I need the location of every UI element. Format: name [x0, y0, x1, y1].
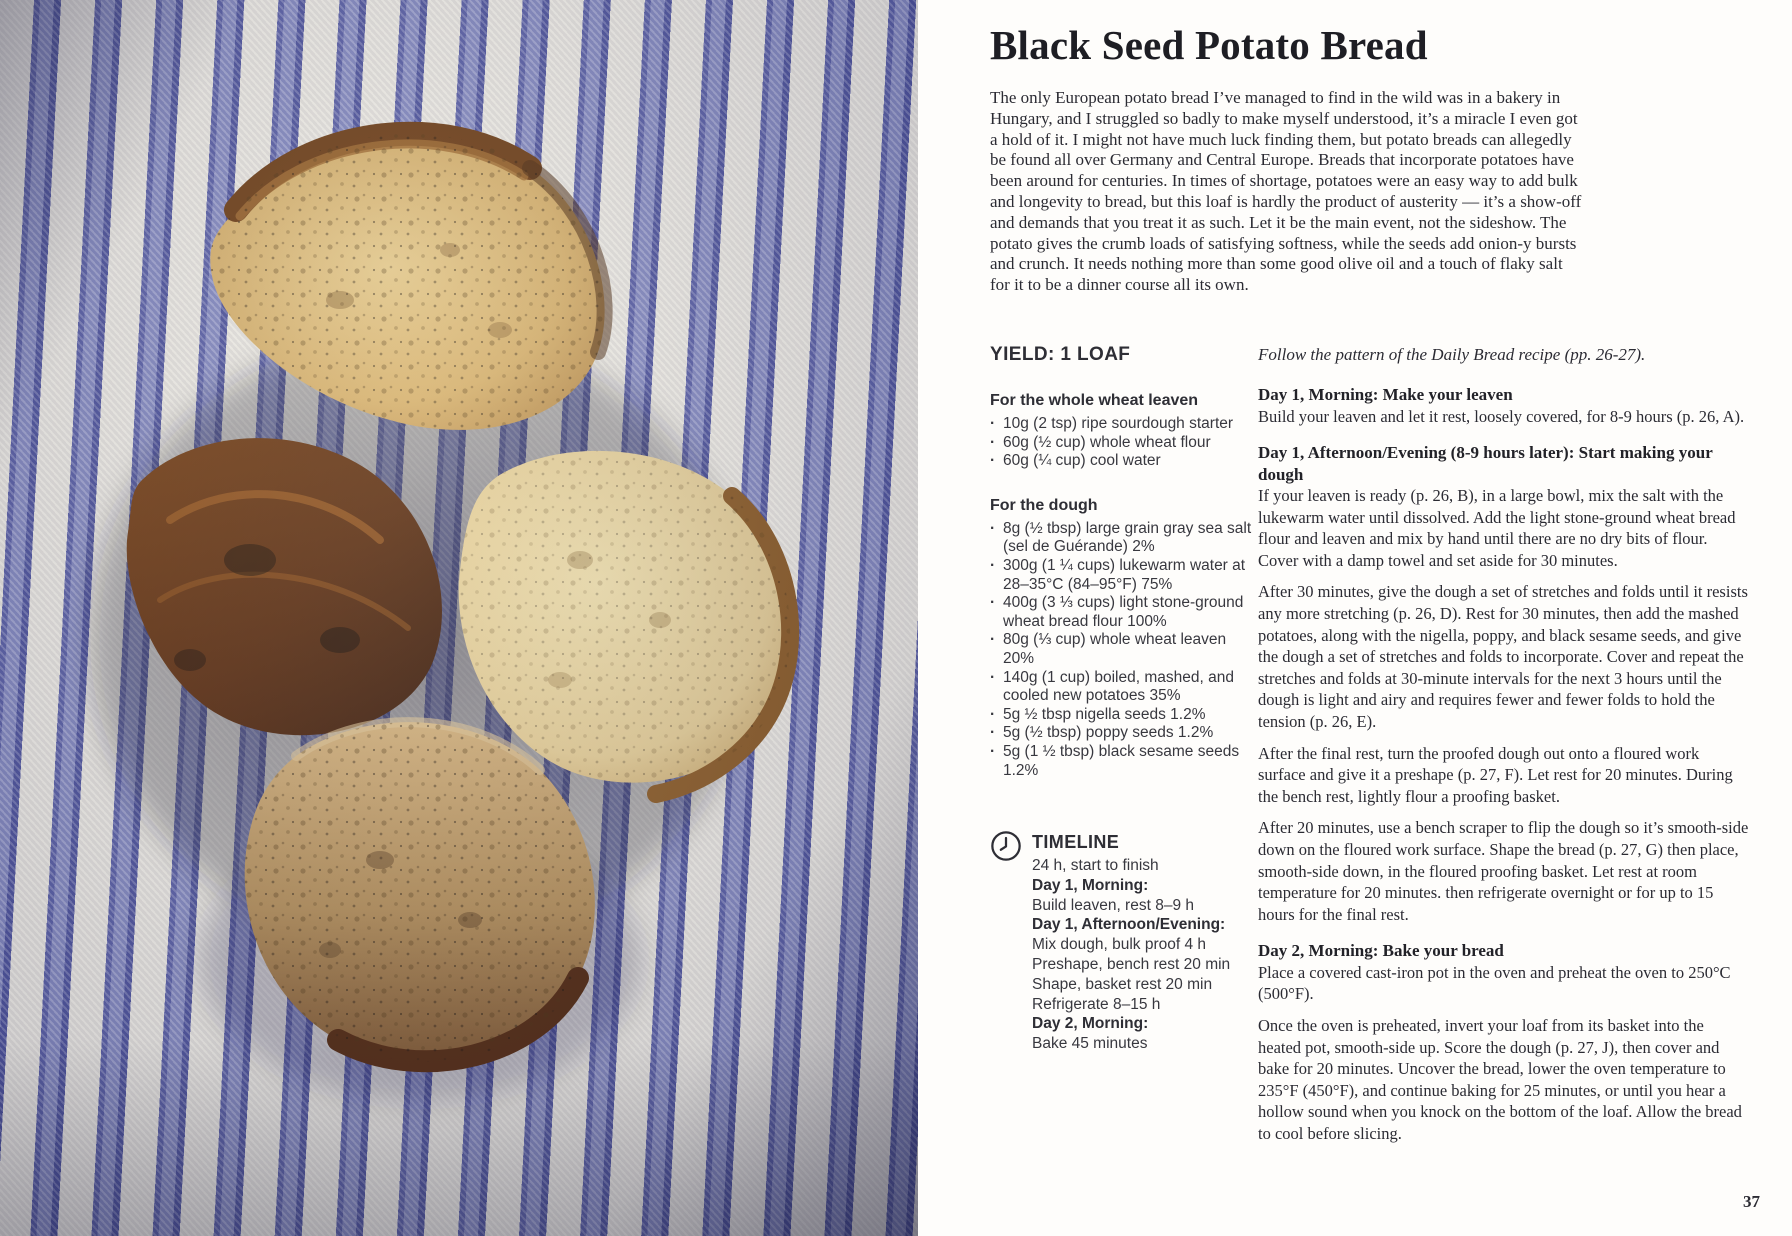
clock-icon — [990, 830, 1022, 862]
timeline-heading: TIMELINE — [1032, 832, 1120, 853]
method-paragraph: After 20 minutes, use a bench scraper to flip the dough so it’s smooth-side down on the floured work surface. Shape the bread (p. 27, G) then place, smooth-side down, in the floured proofing basket. Let rest at room temperature for 20 minutes. then refrigerate overnight or for up to 15 hours for the final rest. — [1258, 818, 1749, 924]
method-heading: Day 2, Morning: Bake your bread — [1258, 941, 1504, 961]
timeline-line: Build leaven, rest 8–9 h — [1032, 896, 1194, 914]
method-heading: Day 1, Morning: Make your leaven — [1258, 385, 1513, 404]
ingredients-column — [990, 344, 1252, 1054]
ingredient-list — [990, 520, 1252, 780]
timeline-line: Mix dough, bulk proof 4 h — [1032, 936, 1207, 954]
ingredient-item: · 5g ½ tbsp nigella seeds 1.2% — [990, 706, 1252, 725]
timeline-line: Preshape, bench rest 20 min — [1032, 956, 1231, 974]
method-heading: Day 1, Afternoon/Evening (8-9 hours later): Start making your dough — [1258, 443, 1713, 484]
timeline-line: Refrigerate 8–15 h — [1032, 995, 1161, 1013]
timeline-line: Shape, basket rest 20 min — [1032, 975, 1213, 993]
method-note: Follow the pattern of the Daily Bread recipe (pp. 26-27). — [1258, 345, 1646, 364]
ingredient-item: · 10g (2 tsp) ripe sourdough starter — [990, 415, 1252, 434]
ingredient-item: · 80g (⅓ cup) whole wheat leaven 20% — [990, 631, 1252, 668]
ingredient-group-dough — [990, 497, 1252, 780]
timeline-body — [1032, 832, 1230, 1054]
ingredient-item: · 400g (3 ⅓ cups) light stone-ground wheat bread flour 100% — [990, 594, 1252, 631]
method-paragraph: After 30 minutes, give the dough a set of stretches and folds until it resists any more stretching (p. 26, D). Rest for 30 minutes, then add the mashed potatoes, along with the nigella, poppy, and black sesame seeds, and give the dough a set of stretches and folds to incorporate. Cover and repeat the stretches and folds at 30-minute intervals for the next 3 hours until the dough is light and airy and requires fewer and fewer folds to hold the tension (p. 26, E). — [1258, 582, 1748, 732]
recipe-title: Black Seed Potato Bread — [990, 22, 1428, 68]
ingredient-item: · 140g (1 cup) boiled, mashed, and cooled new potatoes 35% — [990, 669, 1252, 706]
ingredient-item: · 60g (¼ cup) cool water — [990, 452, 1252, 471]
timeline-line: Day 1, Afternoon/Evening: — [1032, 916, 1226, 934]
ingredient-item: · 300g (1 ¼ cups) lukewarm water at 28–35°C (84–95°F) 75% — [990, 557, 1252, 594]
page-number: 37 — [1743, 1192, 1760, 1211]
ingredient-item: · 60g (½ cup) whole wheat flour — [990, 434, 1252, 453]
ingredient-group-heading: For the dough — [990, 496, 1098, 514]
method-paragraph: If your leaven is ready (p. 26, B), in a large bowl, mix the salt with the lukewarm water until dissolved. Add the light stone-ground wheat bread flour and leaven and mix by hand until there are no dry bits of flour. Cover with a damp towel and set aside for 30 minutes. — [1258, 486, 1736, 570]
recipe-intro: The only European potato bread I’ve managed to find in the wild was in a bakery in Hungary, and I struggled so badly to make myself understood, it’s a miracle I even got a hold of it. I might not have much luck finding them, but potato breads can allegedly be found all over Germany and Central Europe. Breads that incorporate potatoes have been around for centuries. In times of shortage, potatoes were an easy way to add bulk and longevity to bread, but this loaf is hardly the product of austerity — it’s a show-off and demands that you treat it as such. Let it be the main event, not the sideshow. The potato gives the crumb loads of satisfying softness, while the seeds add onion-y bursts and crunch. It needs nothing more than some good olive oil and a touch of flaky salt for it to be a dinner course all its own. — [990, 88, 1582, 295]
ingredient-item: · 5g (1 ½ tbsp) black sesame seeds 1.2% — [990, 743, 1252, 780]
ingredient-group-heading: For the whole wheat leaven — [990, 392, 1199, 409]
timeline-line: Day 2, Morning: — [1032, 1015, 1149, 1033]
method-paragraph: After the final rest, turn the proofed dough out onto a floured work surface and give it a preshape (p. 27, F). Let rest for 20 minutes. During the bench rest, lightly flour a proofing basket. — [1258, 743, 1733, 806]
timeline-block — [990, 832, 1252, 1054]
timeline-line: Bake 45 minutes — [1032, 1035, 1148, 1053]
timeline-line: 24 h, start to finish — [1032, 857, 1159, 875]
ingredient-item: · 5g (½ tbsp) poppy seeds 1.2% — [990, 724, 1252, 743]
ingredient-group-leaven — [990, 392, 1252, 471]
method-paragraph: Build your leaven and let it rest, loosely covered, for 8-9 hours (p. 26, A). — [1258, 406, 1745, 426]
timeline-line: Day 1, Morning: — [1032, 876, 1149, 894]
method-column — [1258, 344, 1750, 1155]
ingredient-list — [990, 415, 1252, 471]
yield-label: YIELD: 1 LOAF — [990, 344, 1131, 365]
method-paragraph: Once the oven is preheated, invert your loaf from its basket into the heated pot, smooth-side up. Score the dough (p. 27, J), then cover and bake for 20 minutes. Uncover the bread, lower the oven temperature to 235°F (450°F), and continue baking for 25 minutes, or until you hear a hollow sound when you knock on the bottom of the loaf. Allow the bread to cool before slicing. — [1258, 1016, 1742, 1144]
ingredient-item: · 8g (½ tbsp) large grain gray sea salt (sel de Guérande) 2% — [990, 520, 1252, 557]
method-paragraph: Place a covered cast-iron pot in the oven and preheat the oven to 250°C (500°F). — [1258, 962, 1731, 1004]
recipe-page — [918, 0, 1792, 1236]
